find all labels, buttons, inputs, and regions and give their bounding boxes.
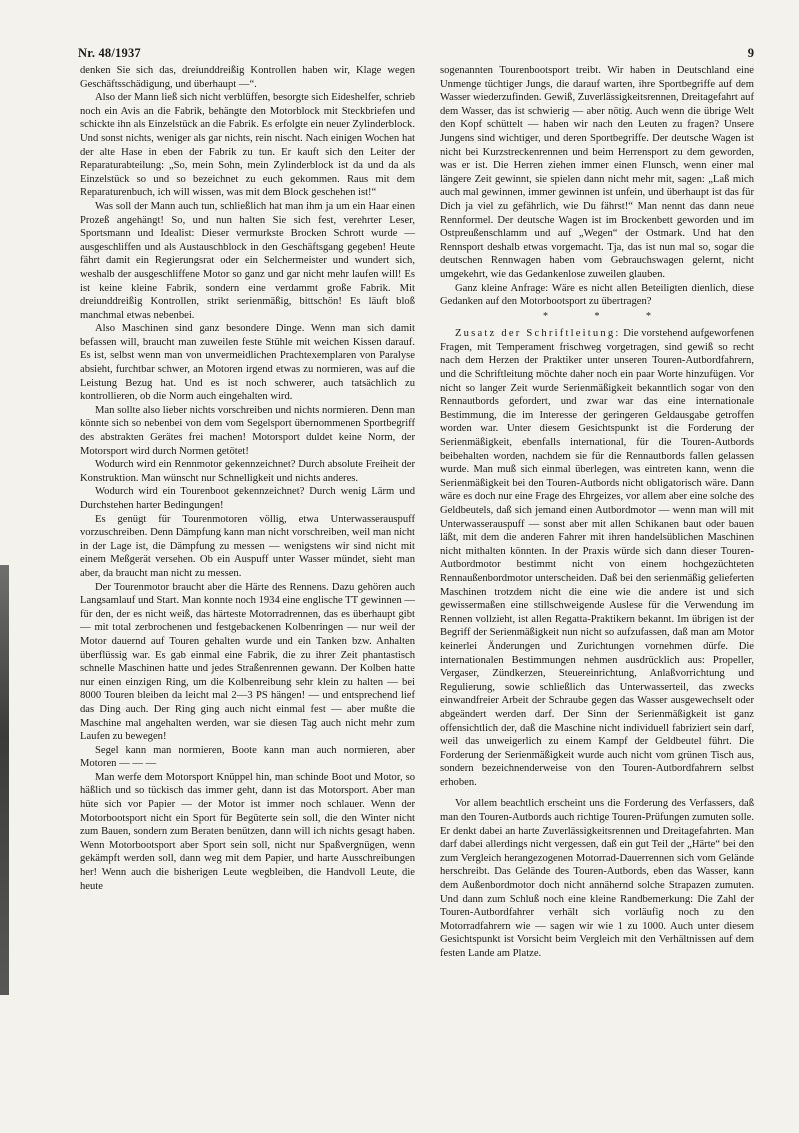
- paragraph: Segel kann man normieren, Boote kann man auch normieren, aber Motoren — — —: [80, 744, 415, 770]
- paragraph: Also Maschinen sind ganz besondere Dinge. Wenn man sich damit befassen will, braucht man zuweilen feste Stühle mit weichen Kissen darauf. Es ist, selbst wenn man von unvermeidlichen Prachtexemplaren von Paralyse absieht, furchtbar schwer, an Motoren irgend etwas zu normieren, was auf die Leistung Bezug hat. Und es ist noch schwerer, auch tatsächlich zu kontrollieren, ob die Norm auch eingehalten wird.: [80, 323, 415, 403]
- paragraph: Wodurch wird ein Rennmotor gekennzeichnet? Durch absolute Freiheit der Konstruktion. Man wünscht nur Schnelligkeit und nichts anderes.: [80, 459, 415, 484]
- paragraph: Also der Mann ließ sich nicht verblüffen, besorgte sich Eideshelfer, schrieb noch ein Avis an die Fabrik, behängte den Motorblock mit Steckbriefen und schickte ihn als Einzelstück an die Fabrik. Es erfolgte ein neuer Zylinderblock. Und sonst nichts, weniger als gar nichts, rein nischt. Nach einigen Wochen hat der alte Hase in eben der Fabrik zu tun. Er kauft sich den Leiter der Reparaturabteilung: „So, mein Sohn, mein Zylinderblock ist da und da als Einzelstück so und so bezeichnet zu euch gekommen. Raus mit dem Reparaturenbuch, ich will wissen, was mit dem Block geschehen ist!“: [80, 92, 415, 199]
- paragraph: Ganz kleine Anfrage: Wäre es nicht allen Beteiligten dienlich, diese Gedanken auf den Motorbootsport zu übertragen?: [440, 282, 754, 308]
- paragraph: Der Tourenmotor braucht aber die Härte des Rennens. Dazu gehören auch Langsamlauf und Start. Man konnte noch 1934 eine englische TT gewinnen — für den, der es nicht weiß, das härteste Motorradrennen, das es überhaupt gibt — mit total zerbrochenen und festgebackenen Kolbenringen — nur weil der Motor dauernd auf Touren gehalten wurde und ein Tanken bzw. Anhalten überflüssig war. Es gab einmal eine Fabrik, die zu ihrer Zeit phantastisch schnelle Maschinen hatte und jedes Straßenrennen gewann. Der Kolben hatte nur einen einzigen Ring, um die Kolbenreibung sehr klein zu halten — bei 8000 Touren bleiben da leicht mal 2—3 PS hängen! — und entsprechend lief das Ding auch. Der Ring ging auch nicht einmal fest — aber mußte die Maschine mal angehalten werden, war sie diesen Tag auch nicht mehr zum Laufen zu bewegen!: [80, 581, 416, 743]
- issue-number: Nr. 48/1937: [78, 46, 141, 60]
- paragraph: Man werfe dem Motorsport Knüppel hin, man schinde Boot und Motor, so häßlich und so tückisch das immer geht, dann ist das Motorsport. Aber man hüte sich vor Papier — der Motor ist immer noch schlauer. Wenn der Motorbootsport nicht ein Sport für Begüterte sein soll, die den Winter nicht zum Bauen, sondern zum Beraten benützen, dann will ich nichts gesagt haben. Wenn Motorbootsport aber Sport sein soll, nicht nur Spaßvergnügen, wenn gekämpft werden soll, dann weg mit dem Papier, und harte Ausschreibungen her! Wenn auch die bisherigen Leute wegbleiben, die Handvoll Leute, die heute: [80, 771, 415, 892]
- paragraph: Man sollte also lieber nichts vorschreiben und nichts normieren. Denn man könnte sich so nebenbei von dem vom Segelsport übernommenen Sportbegriff des abstrakten Gerätes frei machen! Motorsport duldet keine Norm, der Motorsport wird durch Normen getötet!: [80, 404, 415, 457]
- paragraph: Vor allem beachtlich erscheint uns die Forderung des Verfassers, daß man den Touren-Autbords auch richtige Touren-Prüfungen zumuten solle. Er denkt dabei an harte Zuverlässigkeitsrennen und Dreitagefahrten. Man darf dabei allerdings nicht vergessen, daß ein gut Teil der „Härte“ bei den zum Vergleich herangezogenen Motorrad-Dauerrennen sich vom Gelände herschreibt. Das Gelände des Touren-Autbords, eben das Wasser, kann dem Außenbordmotor doch nicht annähernd solche Strapazen zumuten. Und dann zum Schluß noch eine kleine Randbemerkung: Die Zahl der Touren-Autbordfahrer verhält sich vorläufig noch zu den Motorradfahrern wie — sagen wir wie 1 zu 1000. Auch unter diesem Gesichtspunkt ist Vorsicht beim Vergleich mit den Verhältnissen auf dem festen Lande am Platze.: [440, 798, 754, 959]
- left-column: [80, 64, 415, 893]
- paragraph: sogenannten Tourenbootsport treibt. Wir haben in Deutschland eine Unmenge tüchtiger Jungs, die darauf warten, ihre Sportbegriffe auf dem Wasser wiederzufinden. Gewiß, Zuverlässigkeitsrennen, Dreitagefahrt auf dem Wasser, das ist schwierig — aber nötig. Auch wenn die übrige Welt den Kopf schüttelt — haben wir nach den Leuten zu fragen? Unsere Jungens sind wichtiger, und deren Sportbegriffe. Der deutsche Wagen ist nicht bei Kurzstreckenrennen und beim Herrensport zu dem geworden, was er ist. Die Herren ziehen immer einen Flunsch, wenn einer mal längere Zeit gewinnt, sie spielen dann nicht mehr mit, sagen: „Laß mich auch mal gewinnen, immer gewinnen ist unfein, und überhaupt ist das für Dich ja viel zu gefährlich, wie Du fährst!“ Man nennt das dann neue Rennformel. Der deutsche Wagen ist im Brockenbett geworden und im Ostpreußenschlamm und auf „Wegen“ der Ostmark. Und hat den Rennsport deshalb etwas vorgemacht. Tja, das ist nun mal so, sogar die deutschen Rennwagen haben vom Gebrauchswagen gelernt, nicht umgekehrt, wie das Gedankenlose zuweilen glauben.: [440, 65, 754, 280]
- paragraph: Es genügt für Tourenmotoren völlig, etwa Unterwasserauspuff vorzuschreiben. Denn Dämpfung kann man nicht vorschreiben, weil man nicht in der Lage ist, die Dämpfung zu messen — wenigstens wir sind nicht mit einem Meßgerät versehen. Ob ein Auspuff unter Wasser mündet, sieht man aber, da braucht man nicht zu messen.: [80, 513, 415, 579]
- paragraph: Was soll der Mann auch tun, schließlich hat man ihm ja um ein Haar einen Prozeß angehängt! So, und nun halten Sie sich fest, verehrter Leser, Sportsmann und Idealist: Dieser vermurkste Brocken Schrott wurde — ausgeschliffen und als Austauschblock in den Geschäftsgang gegeben! Heute fährt damit ein Regierungsrat oder ein Selchermeister und wundert sich, weshalb der ausgeschliffene Motor so ganz und gar nicht mehr laufen will! Es ist keine kleine Fabrik, sondern eine verdammt große Fabrik. Mit dreiunddreißig Kontrollen, strikt serienmäßig, bittschön! Es läuft bloß manchmal etwas nebenbei.: [80, 200, 415, 321]
- editorial-note: [440, 327, 754, 789]
- paragraph: Wodurch wird ein Tourenboot gekennzeichnet? Durch wenig Lärm und Durchstehen harter Bedingungen!: [80, 486, 415, 511]
- scan-edge-shadow: [0, 565, 9, 995]
- editorial-note-label: Zusatz der Schriftleitung:: [455, 328, 621, 340]
- paragraph: denken Sie sich das, dreiunddreißig Kontrollen haben wir, Klage wegen Geschäftsschädigung, und überhaupt —“.: [80, 65, 415, 90]
- page-number: 9: [747, 46, 754, 60]
- page-header: [78, 46, 754, 64]
- editorial-note-text: Die vorstehend aufgeworfenen Fragen, mit Temperament frischweg vorgetragen, sind gewiß so recht nach dem Herzen der Praktiker unter unseren Touren-Autbordfahrern, und die Schriftleitung möchte daher noch ein paar Worte hinzufügen. Vor nicht so langer Zeit wurde Serienmäßigkeit bekanntlich sogar von den Rennautbords gefordert, und zwar war das eine internationale Bestimmung, die im Interesse der geringeren Geldausgabe getroffen worden war. Unter diesem Gesichtspunkt ist die Forderung der Serienmäßigkeit, ebenfalls international, für die Touren-Autbords beibehalten worden, nachdem sie für die Rennautbords fallen gelassen wurde. Man muß sich einmal überlegen, was eintreten kann, wenn die Serienmäßigkeit bei den Touren-Autbords nicht obligatorisch wäre. Dann wäre es doch nur eine Frage des Ehrgeizes, vor allem aber eine solche des Geldbeutels, daß sich jemand einen Autbordmotor — wenn man will mit Unterwasserauspuff — sonst aber mit allen Schikanen baut oder bauen läßt, mit dem die anderen Fahrer mit ihren handelsüblichen Maschinen nicht mithalten könnten. In der Praxis würde sich dann dieser Touren-Autbordmotor bestimmt nicht von einem hochgezüchteten Rennaußenbordmotor unterscheiden. Daß bei den serienmäßig gelieferten Maschinen trotzdem nicht die eine wie die andere ist und sich gewissermaßen eine stillschweigende Auslese für die Verwendung im Rennen vollzieht, ist allen Regatta-Praktikern bekannt. Im übrigen ist der Begriff der Serienmäßigkeit nun nicht so aufzufassen, daß man am Motor keinerlei Änderungen und Zurichtungen vornehmen dürfe. Die internationalen Bestimmungen nehmen ausdrücklich aus: Propeller, Vergaser, Zündkerzen, Steuereinrichtung, Anlaßvorrichtung und Regulierung, sowie schließlich das Unterwasserteil, das zwecks einwandfreier Arbeit der Schraube gegen das Wasser ausgewechselt oder abgeändert werden darf. Der Sinn der Serienmäßigkeit ist ganz offensichtlich der, daß die Maschine nicht individuell fabriziert sein darf, weil das unweigerlich zu einem Kampf der Geldbeutel führt. Die Forderung der Serienmäßigkeit wurde auch nicht vom grünen Tisch aus, sondern bezeichnenderweise von den Touren-Autbordfahrern selbst erhoben.: [440, 328, 754, 788]
- section-separator: * * *: [543, 310, 673, 322]
- right-column: [440, 64, 754, 961]
